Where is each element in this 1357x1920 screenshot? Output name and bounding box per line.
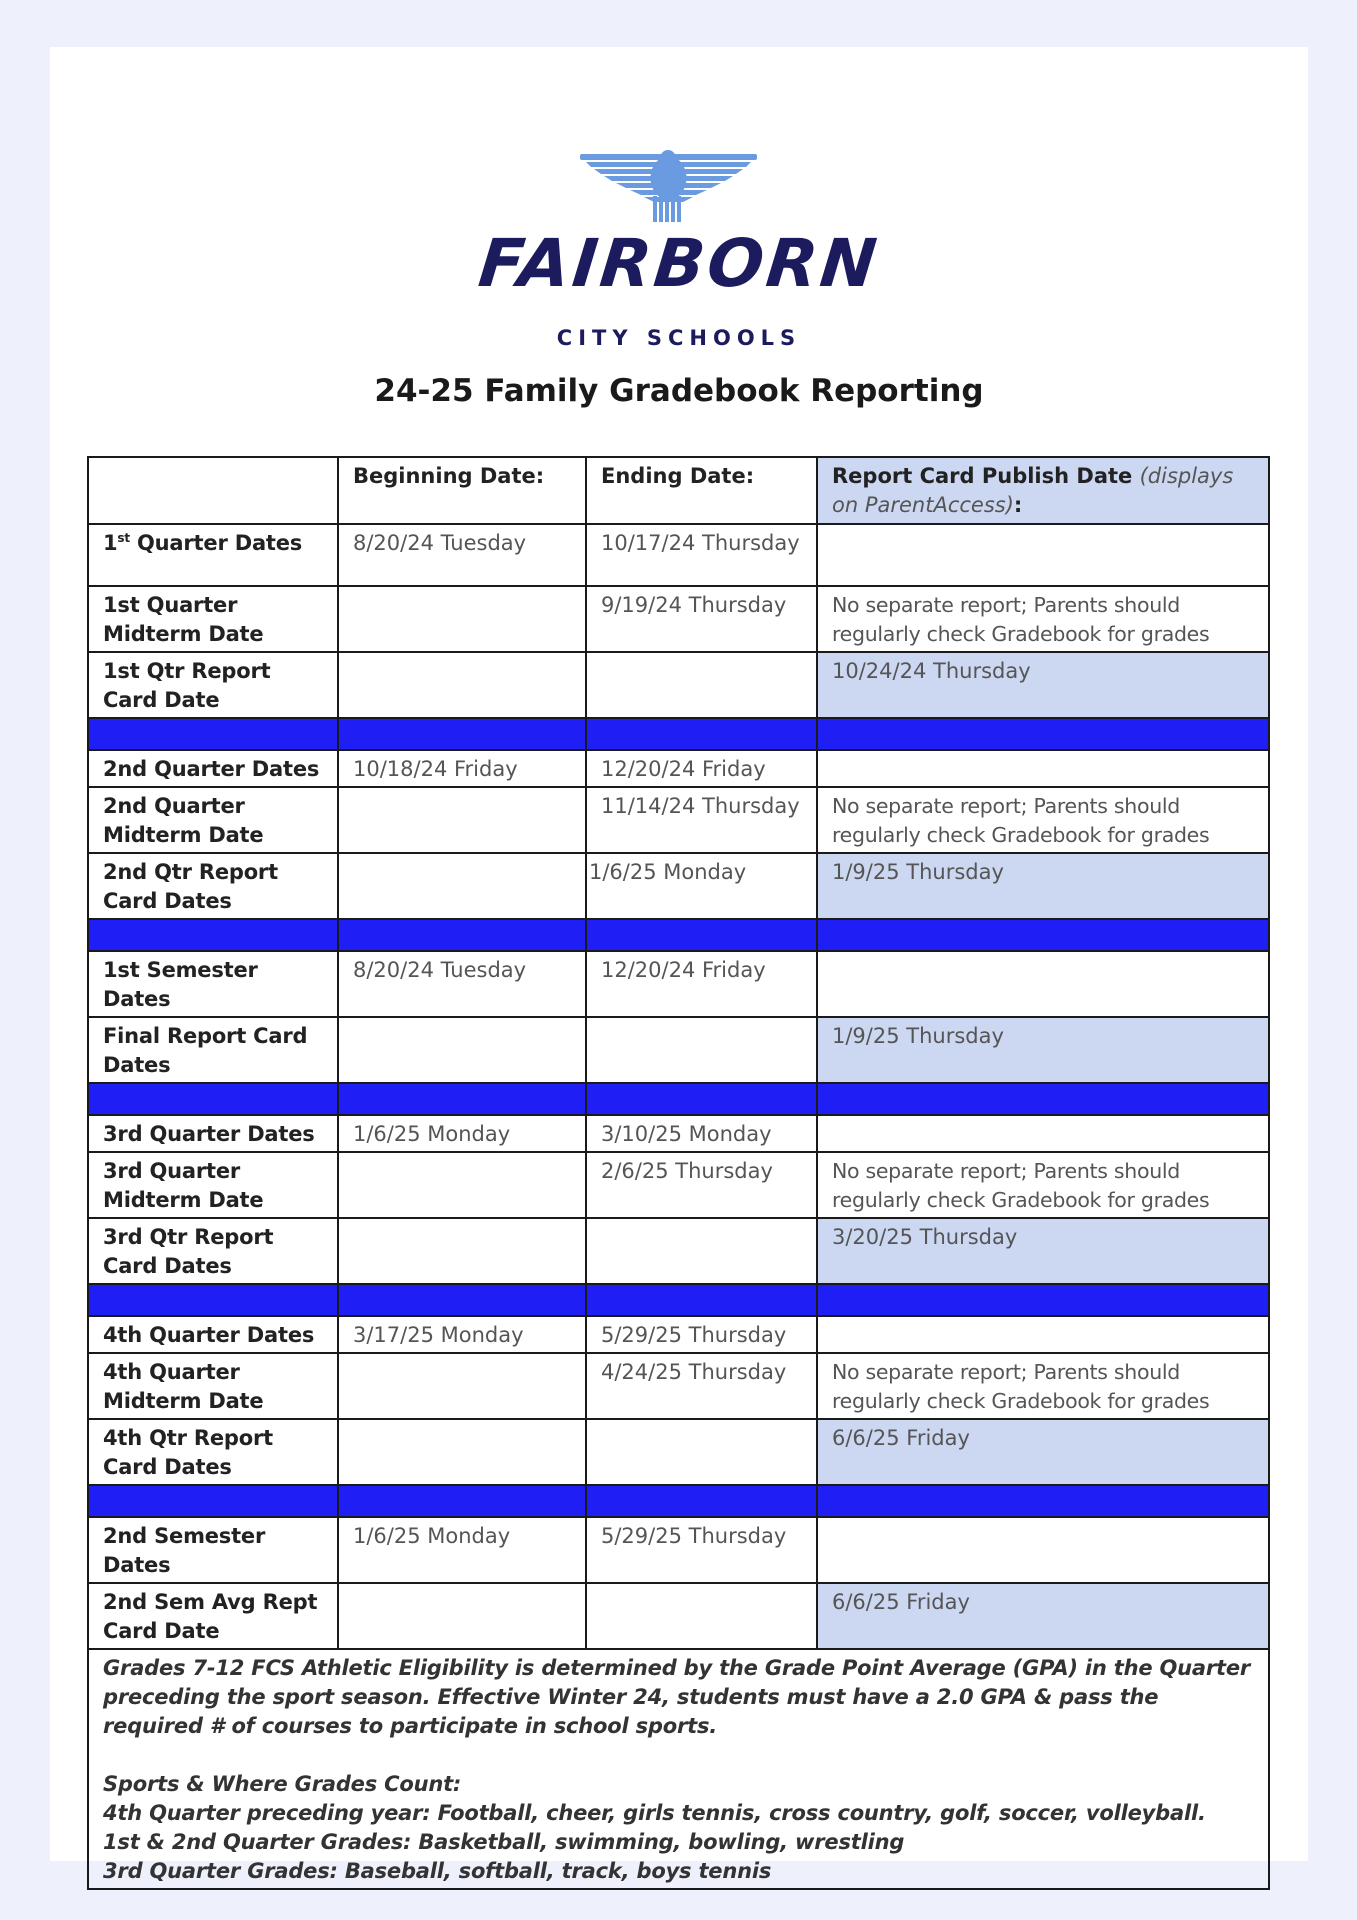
row-label: 3rd Qtr Report Card Dates [88,1218,338,1284]
ending-date-cell: 5/29/25 Thursday [586,1316,817,1353]
table-row [88,524,1269,586]
row-label: Final Report Card Dates [88,1017,338,1083]
publish-date-cell [817,1115,1269,1152]
row-label: 2nd Quarter Dates [88,750,338,787]
table-row [88,1353,1269,1419]
gradebook-dates-table [87,456,1270,1890]
row-label: 2nd Semester Dates [88,1517,338,1583]
beginning-date-cell [338,1152,586,1218]
beginning-date-cell: 10/18/24 Friday [338,750,586,787]
table-row [88,586,1269,652]
table-row [88,1218,1269,1284]
publish-date-cell [817,951,1269,1017]
ending-date-cell: 5/29/25 Thursday [586,1517,817,1583]
sports-line: 4th Quarter preceding year: Football, cheer, girls tennis, cross country, golf, soccer, volleyball. [103,1801,1206,1825]
table-row [88,853,1269,919]
beginning-date-cell [338,1218,586,1284]
sports-line: 1st & 2nd Quarter Grades: Basketball, swimming, bowling, wrestling [103,1830,905,1854]
publish-date-cell: 10/24/24 Thursday [817,652,1269,718]
ending-date-cell: 12/20/24 Friday [586,951,817,1017]
publish-date-cell [817,1316,1269,1353]
ending-date-cell: 2/6/25 Thursday [586,1152,817,1218]
row-label: 2nd Qtr Report Card Dates [88,853,338,919]
row-label: 1st Quarter Midterm Date [88,586,338,652]
row-label: 1st Qtr Report Card Date [88,652,338,718]
separator-row [88,1284,1269,1316]
separator-row [88,1083,1269,1115]
row-label: 3rd Quarter Dates [88,1115,338,1152]
beginning-date-cell: 8/20/24 Tuesday [338,524,586,586]
beginning-date-cell: 8/20/24 Tuesday [338,951,586,1017]
publish-date-cell: 3/20/25 Thursday [817,1218,1269,1284]
ending-date-cell: 10/17/24 Thursday [586,524,817,586]
eagle-icon [580,148,757,222]
eligibility-text: Grades 7-12 FCS Athletic Eligibility is determined by the Grade Point Average (GPA) in the Quarter preceding the sport season. Effective Winter 24, students must have a 2.0 GPA & pass the required # of courses to participate in school sports. [103,1656,1251,1738]
beginning-date-cell [338,1583,586,1649]
table-row [88,951,1269,1017]
table-row [88,1517,1269,1583]
publish-date-cell [817,524,1269,586]
ending-date-cell [586,652,817,718]
row-label: 2nd Sem Avg Rept Card Date [88,1583,338,1649]
table-row [88,1115,1269,1152]
beginning-date-cell: 1/6/25 Monday [338,1517,586,1583]
row-label: 4th Qtr Report Card Dates [88,1419,338,1485]
row-label: 3rd Quarter Midterm Date [88,1152,338,1218]
beginning-date-cell [338,652,586,718]
separator-row [88,718,1269,750]
separator-row [88,919,1269,951]
ending-date-cell: 11/14/24 Thursday [586,787,817,853]
ending-date-cell: 3/10/25 Monday [586,1115,817,1152]
beginning-date-cell: 1/6/25 Monday [338,1115,586,1152]
sports-heading: Sports & Where Grades Count: [103,1772,462,1796]
notes-row [88,1649,1269,1889]
ending-date-cell: 12/20/24 Friday [586,750,817,787]
logo-subtitle: CITY SCHOOLS [556,326,802,350]
table-row [88,787,1269,853]
header-ending-date: Ending Date: [586,457,817,524]
table-row [88,1152,1269,1218]
publish-note-cell: No separate report; Parents should regularly check Gradebook for grades [817,586,1269,652]
publish-note-cell: No separate report; Parents should regularly check Gradebook for grades [817,787,1269,853]
athletic-eligibility-notes [88,1649,1269,1889]
header-beginning-date: Beginning Date: [338,457,586,524]
beginning-date-cell [338,787,586,853]
row-label: 1st Quarter Dates [88,524,338,586]
publish-date-cell: 1/9/25 Thursday [817,853,1269,919]
ending-date-cell: 1/6/25 Monday [586,853,817,919]
beginning-date-cell [338,1419,586,1485]
beginning-date-cell [338,586,586,652]
table-header-row [88,457,1269,524]
table-row [88,1316,1269,1353]
beginning-date-cell [338,1353,586,1419]
logo-wordmark: FAIRBORN [475,225,883,302]
publish-note-cell: No separate report; Parents should regularly check Gradebook for grades [817,1353,1269,1419]
header-blank [88,457,338,524]
row-label: 2nd Quarter Midterm Date [88,787,338,853]
ending-date-cell: 9/19/24 Thursday [586,586,817,652]
table-row [88,1583,1269,1649]
publish-date-cell [817,750,1269,787]
ending-date-cell [586,1583,817,1649]
row-label: 4th Quarter Midterm Date [88,1353,338,1419]
publish-date-cell: 6/6/25 Friday [817,1419,1269,1485]
header-publish-date: Report Card Publish Date (displays on ParentAccess): [817,457,1269,524]
ending-date-cell [586,1218,817,1284]
separator-row [88,1485,1269,1517]
publish-note-cell: No separate report; Parents should regularly check Gradebook for grades [817,1152,1269,1218]
beginning-date-cell: 3/17/25 Monday [338,1316,586,1353]
table-row [88,1419,1269,1485]
page-title: 24-25 Family Gradebook Reporting [374,373,984,409]
publish-date-cell: 6/6/25 Friday [817,1583,1269,1649]
table-row [88,1017,1269,1083]
row-label: 1st Semester Dates [88,951,338,1017]
ending-date-cell: 4/24/25 Thursday [586,1353,817,1419]
ending-date-cell [586,1419,817,1485]
row-label: 4th Quarter Dates [88,1316,338,1353]
beginning-date-cell [338,1017,586,1083]
table-row [88,750,1269,787]
document-page [50,47,1308,1883]
publish-date-cell: 1/9/25 Thursday [817,1017,1269,1083]
sports-line: 3rd Quarter Grades: Baseball, softball, track, boys tennis [103,1859,772,1883]
table-row [88,652,1269,718]
publish-date-cell [817,1517,1269,1583]
beginning-date-cell [338,853,586,919]
ending-date-cell [586,1017,817,1083]
